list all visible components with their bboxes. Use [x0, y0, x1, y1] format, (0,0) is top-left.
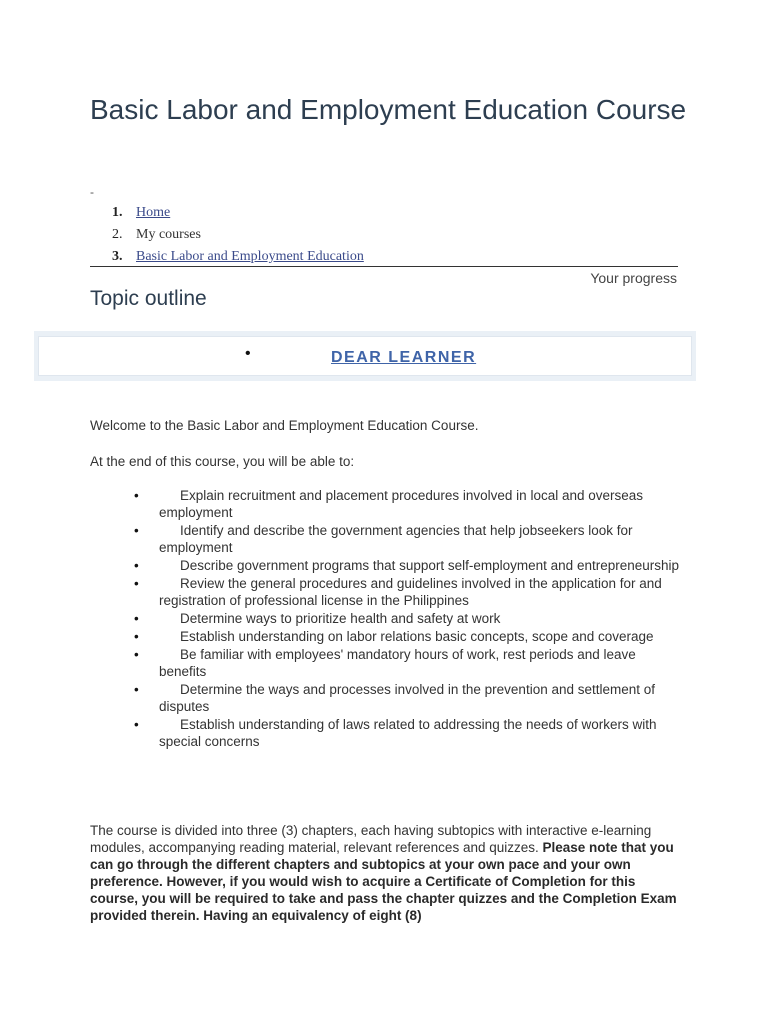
breadcrumb-number: 3.: [112, 249, 123, 264]
objective-text: Review the general procedures and guidelines involved in the application for and registration of professional license in the Philippines: [159, 576, 662, 608]
bullet-icon: •: [134, 647, 139, 662]
objectives-list: [130, 487, 680, 751]
certificate-note-text: Please note that you can go through the different chapters and subtopics at your own pace and your own preference. However, if you would wish to acquire a Certificate of Completion for this course, you will be required to take and pass the chapter quizzes and the Completion Exam provided therein. Having an equivalency of eight (8): [90, 840, 677, 923]
welcome-text: Welcome to the Basic Labor and Employment Education Course.: [90, 418, 479, 433]
list-item: [130, 557, 680, 574]
breadcrumb-label-my-courses: My courses: [136, 227, 201, 242]
bullet-icon: •: [134, 682, 139, 697]
objective-text: Establish understanding on labor relations basic concepts, scope and coverage: [180, 629, 654, 644]
breadcrumb: [112, 202, 364, 268]
section-heading-link[interactable]: DEAR LEARNER: [331, 349, 477, 366]
objective-text: Determine ways to prioritize health and safety at work: [180, 611, 501, 626]
breadcrumb-item-my-courses: [112, 224, 364, 246]
progress-label: Your progress: [590, 270, 677, 286]
page-title: Basic Labor and Employment Education Course: [90, 94, 687, 125]
bullet-icon: •: [134, 629, 139, 644]
header-divider: [90, 266, 678, 267]
course-structure-paragraph: [90, 822, 680, 924]
objective-text: Describe government programs that support self-employment and entrepreneurship: [180, 558, 680, 573]
list-item: [130, 681, 680, 715]
objective-text: Establish understanding of laws related to addressing the needs of workers with special concerns: [159, 717, 657, 749]
breadcrumb-number: 1.: [112, 205, 123, 220]
objective-text: Be familiar with employees' mandatory hours of work, rest periods and leave benefits: [159, 647, 636, 679]
bullet-icon: •: [134, 488, 139, 503]
list-item: [130, 487, 680, 521]
section-dear-learner: [34, 331, 696, 381]
bullet-icon: •: [134, 611, 139, 626]
list-item: [130, 610, 680, 627]
breadcrumb-item-course[interactable]: [112, 246, 364, 268]
bullet-icon: •: [245, 345, 251, 362]
section-header-panel: [38, 336, 692, 376]
breadcrumb-item-home[interactable]: [112, 202, 364, 224]
bullet-icon: •: [134, 558, 139, 573]
bullet-icon: •: [134, 523, 139, 538]
course-structure-text: The course is divided into three (3) chapters, each having subtopics with interactive e-learning modules, accompanying reading material, relevant references and quizzes.: [90, 823, 652, 855]
objective-text: Explain recruitment and placement procedures involved in local and overseas employment: [159, 488, 644, 520]
objective-text: Determine the ways and processes involved in the prevention and settlement of disputes: [159, 682, 656, 714]
list-item: [130, 522, 680, 556]
list-item: [130, 716, 680, 750]
intro-text: At the end of this course, you will be able to:: [90, 454, 355, 469]
list-item: [130, 628, 680, 645]
bullet-icon: •: [134, 576, 139, 591]
list-item: [130, 646, 680, 680]
separator-dash: -: [90, 185, 94, 199]
objective-text: Identify and describe the government agencies that help jobseekers look for employment: [159, 523, 633, 555]
breadcrumb-number: 2.: [112, 227, 123, 242]
breadcrumb-link-home[interactable]: Home: [136, 205, 171, 220]
list-item: [130, 575, 680, 609]
bullet-icon: •: [134, 717, 139, 732]
breadcrumb-link-course[interactable]: Basic Labor and Employment Education: [136, 249, 364, 264]
topic-outline-heading: Topic outline: [90, 287, 207, 310]
